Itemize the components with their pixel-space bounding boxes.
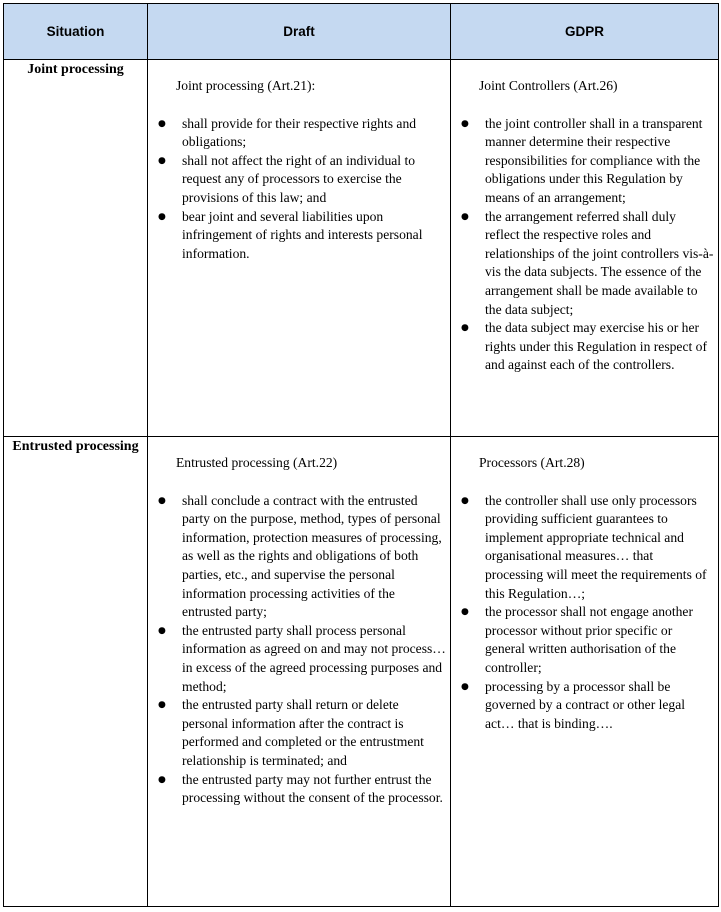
list-item: ● the joint controller shall in a transparent manner determine their respective responsibilities for compliance with the obligations under this Regulation by means of an arrangement; [461, 115, 703, 205]
table-row-joint-processing [4, 60, 719, 437]
bullet-icon: ● [461, 118, 469, 129]
list-item: ● the arrangement referred shall duly reflect the respective roles and relationships of the joint controllers vis-à-vis the data subjects. The essence of the arrangement shall be made available to the data subject; [461, 208, 714, 317]
header-draft: Draft [148, 4, 451, 60]
gdpr-cell [451, 60, 719, 437]
draft-section-title: Entrusted processing (Art.22) [176, 455, 338, 470]
list-item: ● shall provide for their respective rights and obligations; [158, 115, 417, 150]
list-item: ● the processor shall not engage another processor without prior specific or general written authorisation of the controller; [461, 604, 693, 675]
bullet-icon: ● [461, 495, 469, 506]
bullet-icon: ● [158, 155, 166, 166]
draft-cell [148, 437, 451, 907]
bullet-icon: ● [158, 625, 166, 636]
list-item: ● the controller shall use only processors providing sufficient guarantees to implement appropriate technical and organisational measures… that processing will meet the requirements of this Regulation…; [461, 492, 707, 601]
gdpr-cell [451, 437, 719, 907]
draft-section-title: Joint processing (Art.21): [176, 78, 316, 93]
header-row [4, 4, 719, 60]
bullet-icon: ● [461, 211, 469, 222]
list-item: ● bear joint and several liabilities upon infringement of rights and interests personal information. [158, 208, 423, 261]
comparison-table [3, 3, 719, 907]
situation-cell: Entrusted processing [4, 437, 148, 907]
list-item: ● the entrusted party shall process personal information as agreed on and may not process…in excess of the agreed processing purposes and method; [158, 622, 446, 694]
bullet-icon: ● [461, 607, 469, 618]
list-item: ● the entrusted party may not further entrust the processing without the consent of the processor. [158, 771, 443, 806]
draft-item-list [148, 492, 450, 808]
gdpr-section-title: Processors (Art.28) [479, 455, 585, 470]
gdpr-section-title: Joint Controllers (Art.26) [479, 78, 618, 93]
bullet-icon: ● [158, 700, 166, 711]
gdpr-item-list [451, 115, 718, 375]
list-item: ● the entrusted party shall return or delete personal information after the contract is performed and completed or the entrustment relationship is terminated; and [158, 697, 424, 768]
list-item: ● shall not affect the right of an individual to request any of processors to exercise the provisions of this law; and [158, 152, 416, 205]
bullet-icon: ● [158, 774, 166, 785]
draft-item-list [148, 115, 450, 264]
bullet-icon: ● [461, 323, 469, 334]
gdpr-item-list [451, 492, 718, 734]
bullet-icon: ● [158, 118, 166, 129]
list-item: ● the data subject may exercise his or her rights under this Regulation in respect of and against each of the controllers. [461, 320, 707, 373]
bullet-icon: ● [158, 495, 166, 506]
list-item: ● shall conclude a contract with the entrusted party on the purpose, method, types of personal information, protection measures of processing, as well as the rights and obligations of both parties, etc., and supervise the personal information processing activities of the entrusted party; [158, 492, 442, 620]
header-gdpr: GDPR [451, 4, 719, 60]
list-item: ● processing by a processor shall be governed by a contract or other legal act… that is binding…. [461, 678, 686, 731]
situation-cell: Joint processing [4, 60, 148, 437]
header-situation: Situation [4, 4, 148, 60]
draft-cell [148, 60, 451, 437]
bullet-icon: ● [461, 681, 469, 692]
table-row-entrusted-processing [4, 437, 719, 907]
bullet-icon: ● [158, 211, 166, 222]
